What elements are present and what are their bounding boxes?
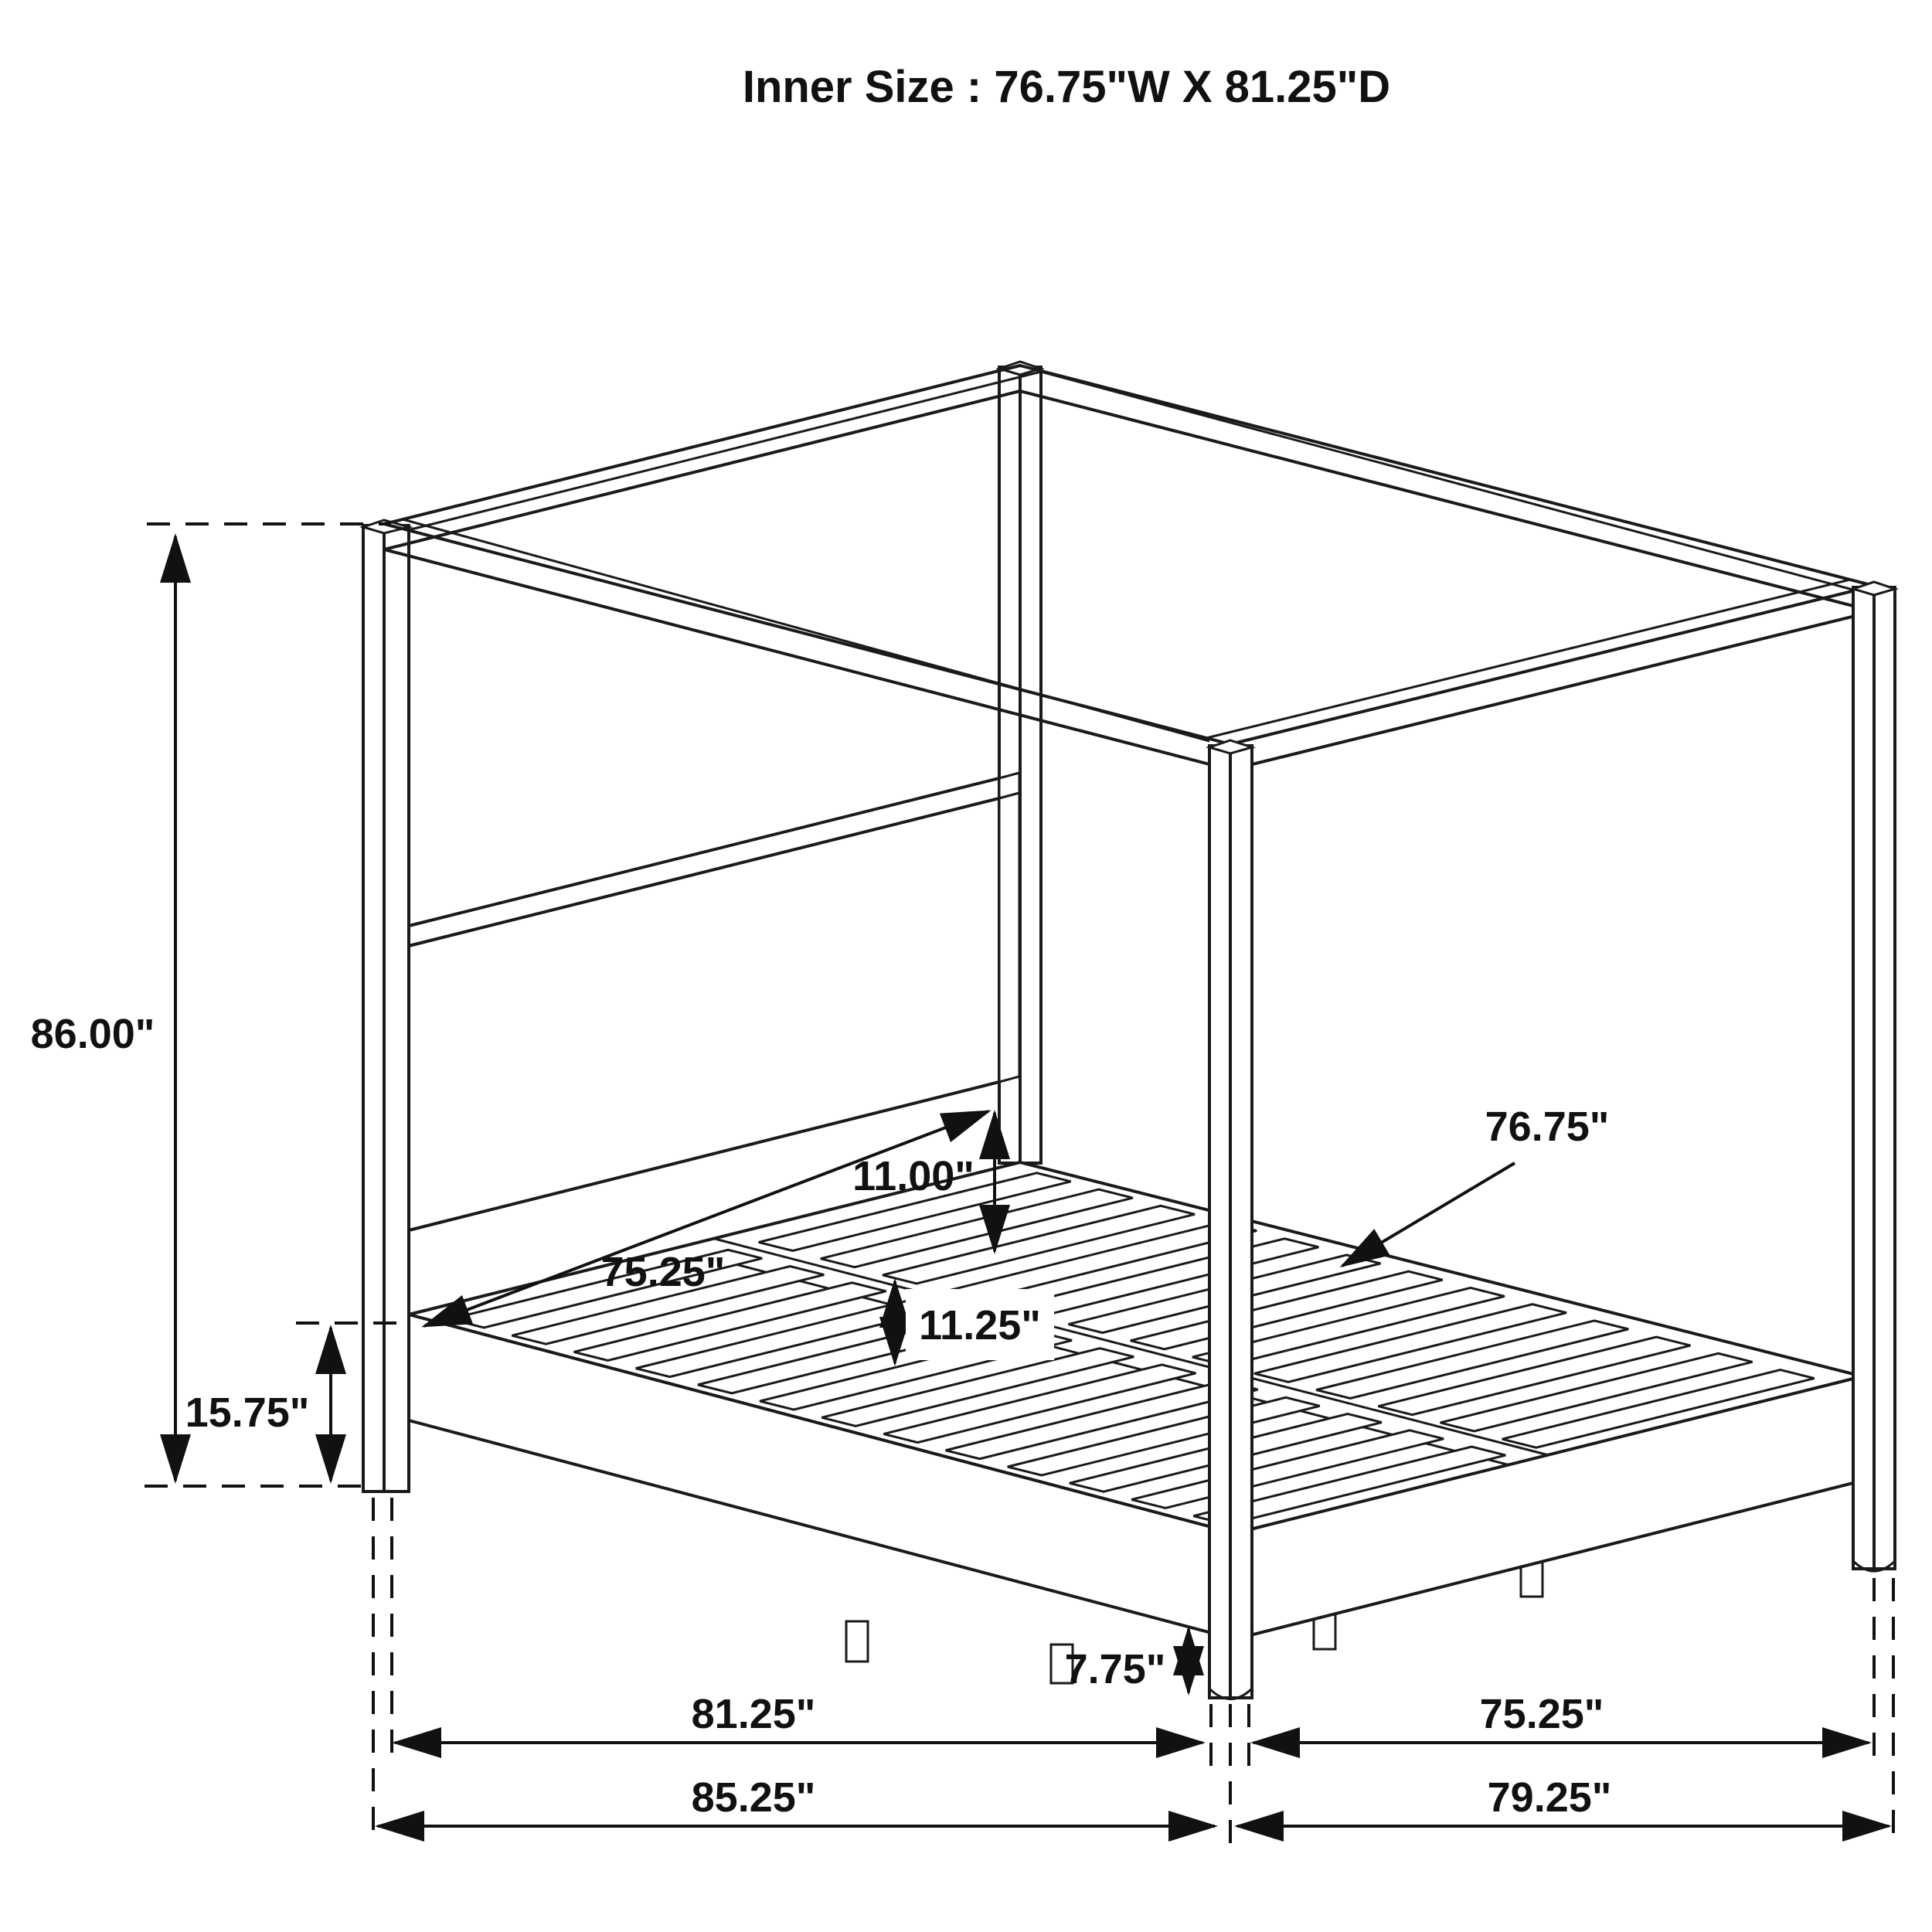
front-post — [1209, 740, 1252, 1699]
dimension-annotations — [31, 524, 1893, 1843]
dim-clearance-label: 7.75" — [1064, 1646, 1166, 1692]
leader-slat-width — [1342, 1163, 1515, 1266]
dim-platform-height-label: 11.25" — [919, 1302, 1041, 1349]
dim-rail-height-label: 15.75" — [185, 1389, 310, 1436]
dim-headboard-width-label: 75.25" — [600, 1249, 726, 1295]
dim-slat-width-label: 76.75" — [1485, 1104, 1610, 1150]
dim-total-height-label: 86.00" — [30, 1011, 155, 1057]
diagram-title: Inner Size : 76.75"W X 81.25"D — [742, 62, 1391, 112]
bed-wireframe — [363, 362, 1895, 1699]
left-post — [363, 520, 409, 1492]
dim-outer-depth-label: 85.25" — [691, 1774, 816, 1821]
dim-outer-width-label: 79.25" — [1487, 1774, 1612, 1821]
dim-inner-width-label: 75.25" — [1479, 1691, 1604, 1737]
canopy-frame — [384, 366, 1874, 770]
right-post — [1853, 582, 1895, 1571]
dim-headboard-panel-label: 11.00" — [852, 1153, 975, 1199]
dim-inner-depth-label: 81.25" — [691, 1691, 816, 1737]
